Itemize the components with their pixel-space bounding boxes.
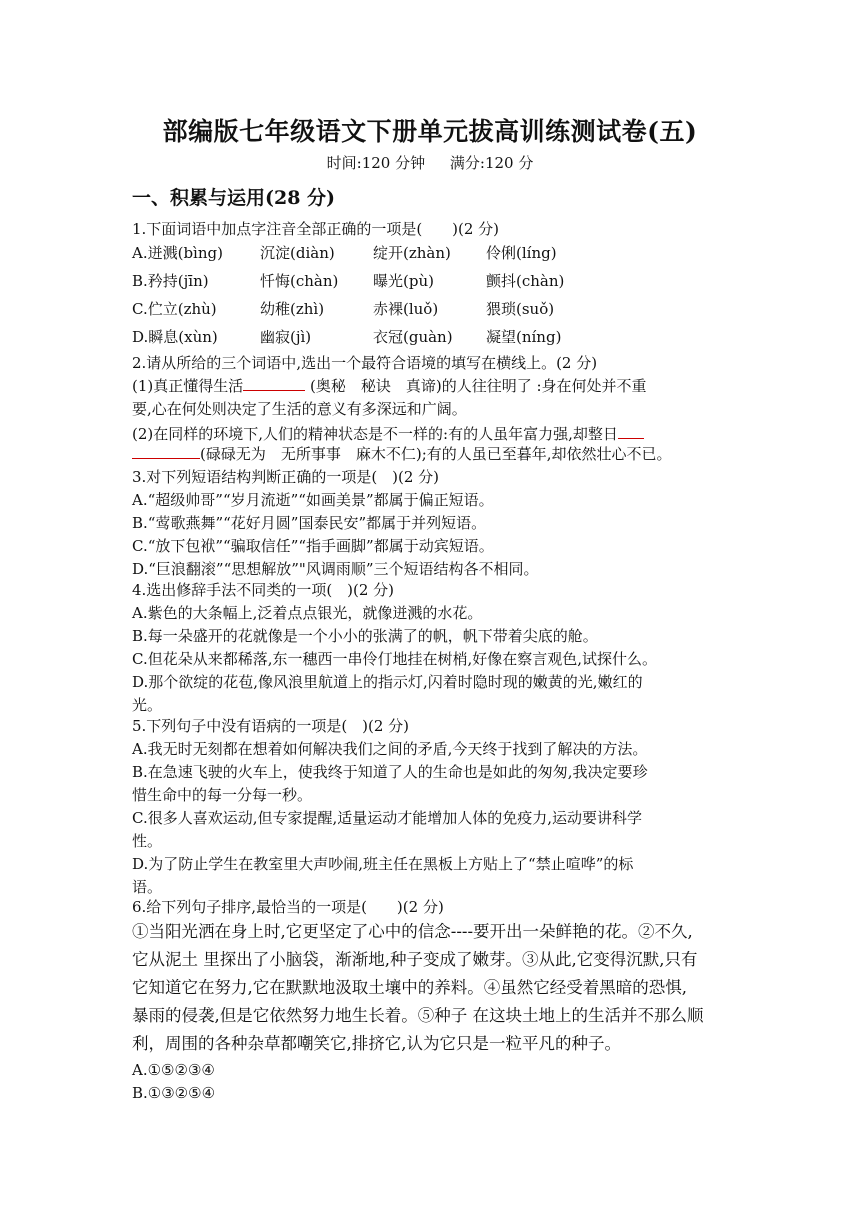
page-title: 部编版七年级语文下册单元拔高训练测试卷(五)	[162, 117, 698, 146]
q1-option: D.瞬息(xùn)	[132, 328, 218, 346]
question-6-stem: 6.给下列句子排序,最恰当的一项是( )(2 分)	[132, 898, 444, 916]
q4-option-d: D.那个欲绽的花苞,像风浪里航道上的指示灯,闪着时隐时现的嫩黄的光,嫩红的	[132, 673, 643, 691]
q1-option: A.迸溅(bìng)	[132, 244, 223, 262]
q4-option-a: A.紫色的大条幅上,泛着点点银光，就像迸溅的水花。	[132, 604, 483, 622]
q1-option: 颤抖(chàn)	[486, 272, 565, 290]
q6-passage-line: 它从泥土 里探出了小脑袋，渐渐地,种子变成了嫩芽。③从此,它变得沉默,只有	[132, 950, 698, 969]
q2-text: (1)真正懂得生活	[132, 377, 244, 395]
q5-option-d: D.为了防止学生在教室里大声吵闹,班主任在黑板上方贴上了“禁止喧哗”的标	[132, 855, 634, 873]
q6-passage-line: 暴雨的侵袭,但是它依然努力地生长着。⑤种子 在这块土地上的生活并不那么顺	[132, 1006, 704, 1025]
answer-blank[interactable]	[243, 376, 305, 391]
q2-text: (2)在同样的环境下,人们的精神状态是不一样的:有的人虽年富力强,却整日	[132, 425, 618, 443]
q1-option: 幼稚(zhì)	[260, 300, 325, 318]
q4-option-c: C.但花朵从来都稀落,东一穗西一串伶仃地挂在树梢,好像在察言观色,试探什么。	[132, 650, 658, 668]
q2-part-1	[132, 376, 647, 396]
q6-passage-line: ①当阳光洒在身上时,它更坚定了心中的信念----要开出一朵鲜艳的花。②不久,	[132, 922, 693, 941]
q6-option-a: A.①⑤②③④	[132, 1061, 215, 1079]
q2-text: (碌碌无为 无所事事 麻木不仁);有的人虽已至暮年,却依然壮心不已。	[200, 445, 672, 463]
q3-option-a: A.“超级帅哥”“岁月流逝”“如画美景”都属于偏正短语。	[132, 491, 494, 509]
q1-option: 凝望(níng)	[486, 328, 562, 346]
full-score: 满分:120 分	[449, 154, 534, 172]
q5-option-d-cont: 语。	[132, 878, 163, 896]
q4-option-b: B.每一朵盛开的花就像是一个小小的张满了的帆，帆下带着尖底的舱。	[132, 627, 598, 645]
q3-option-b: B.“莺歌燕舞”“花好月圆”国泰民安”都属于并列短语。	[132, 514, 487, 532]
q5-option-c-cont: 性。	[132, 832, 163, 850]
q5-option-c: C.很多人喜欢运动,但专家提醒,适量运动才能增加人体的免疫力,运动要讲科学	[132, 809, 643, 827]
q1-option: 绽开(zhàn)	[373, 244, 451, 262]
q3-option-c: C.“放下包袱”“骗取信任”“指手画脚”都属于动宾短语。	[132, 537, 494, 555]
question-2-stem: 2.请从所给的三个词语中,选出一个最符合语境的填写在横线上。(2 分)	[132, 354, 598, 372]
question-1-stem: 1.下面词语中加点字注音全部正确的一项是( )(2 分)	[132, 220, 500, 238]
q1-option: 猥琐(suǒ)	[486, 300, 555, 318]
exam-info	[0, 152, 860, 173]
question-4-stem: 4.选出修辞手法不同类的一项( )(2 分)	[132, 581, 395, 599]
q6-passage-line: 它知道它在努力,它在默默地汲取土壤中的养料。④虽然它经受着黑暗的恐惧,	[132, 978, 687, 997]
q5-option-a: A.我无时无刻都在想着如何解决我们之间的矛盾,今天终于找到了解决的方法。	[132, 740, 648, 758]
answer-blank[interactable]	[132, 444, 200, 459]
q5-option-b: B.在急速飞驶的火车上，使我终于知道了人的生命也是如此的匆匆,我决定要珍	[132, 763, 648, 781]
q4-option-d-cont: 光。	[132, 696, 163, 714]
q1-option: B.矜持(jīn)	[132, 272, 209, 290]
q1-option: 赤裸(luǒ)	[373, 300, 439, 318]
q1-option: 伶俐(líng)	[486, 244, 557, 262]
q1-option: 忏悔(chàn)	[260, 272, 339, 290]
q1-option: 曝光(pù)	[373, 272, 434, 290]
question-3-stem: 3.对下列短语结构判断正确的一项是( )(2 分)	[132, 468, 440, 486]
q6-passage-line: 利，周围的各种杂草都嘲笑它,排挤它,认为它只是一粒平凡的种子。	[132, 1034, 621, 1053]
question-5-stem: 5.下列句子中没有语病的一项是( )(2 分)	[132, 717, 410, 735]
q2-part-2	[132, 424, 644, 444]
section-heading: 一、积累与运用(28 分)	[132, 187, 336, 209]
q1-option: 沉淀(diàn)	[260, 244, 335, 262]
q1-option: 幽寂(jì)	[260, 328, 312, 346]
q1-option: C.伫立(zhù)	[132, 300, 217, 318]
q5-option-b-cont: 惜生命中的每一分每一秒。	[132, 786, 313, 804]
q3-option-d: D.“巨浪翻滚”“思想解放”"风调雨顺”三个短语结构各不相同。	[132, 560, 539, 578]
q1-option: 衣冠(guàn)	[373, 328, 453, 346]
answer-blank[interactable]	[618, 424, 644, 439]
q6-option-b: B.①③②⑤④	[132, 1084, 216, 1102]
q2-text: (奥秘 秘诀 真谛)的人往往明了 :身在何处并不重	[305, 377, 647, 395]
time-limit: 时间:120 分钟	[326, 154, 426, 172]
q2-part-2-cont	[132, 444, 672, 464]
q2-part-1-cont: 要,心在何处则决定了生活的意义有多深远和广阔。	[132, 400, 467, 418]
